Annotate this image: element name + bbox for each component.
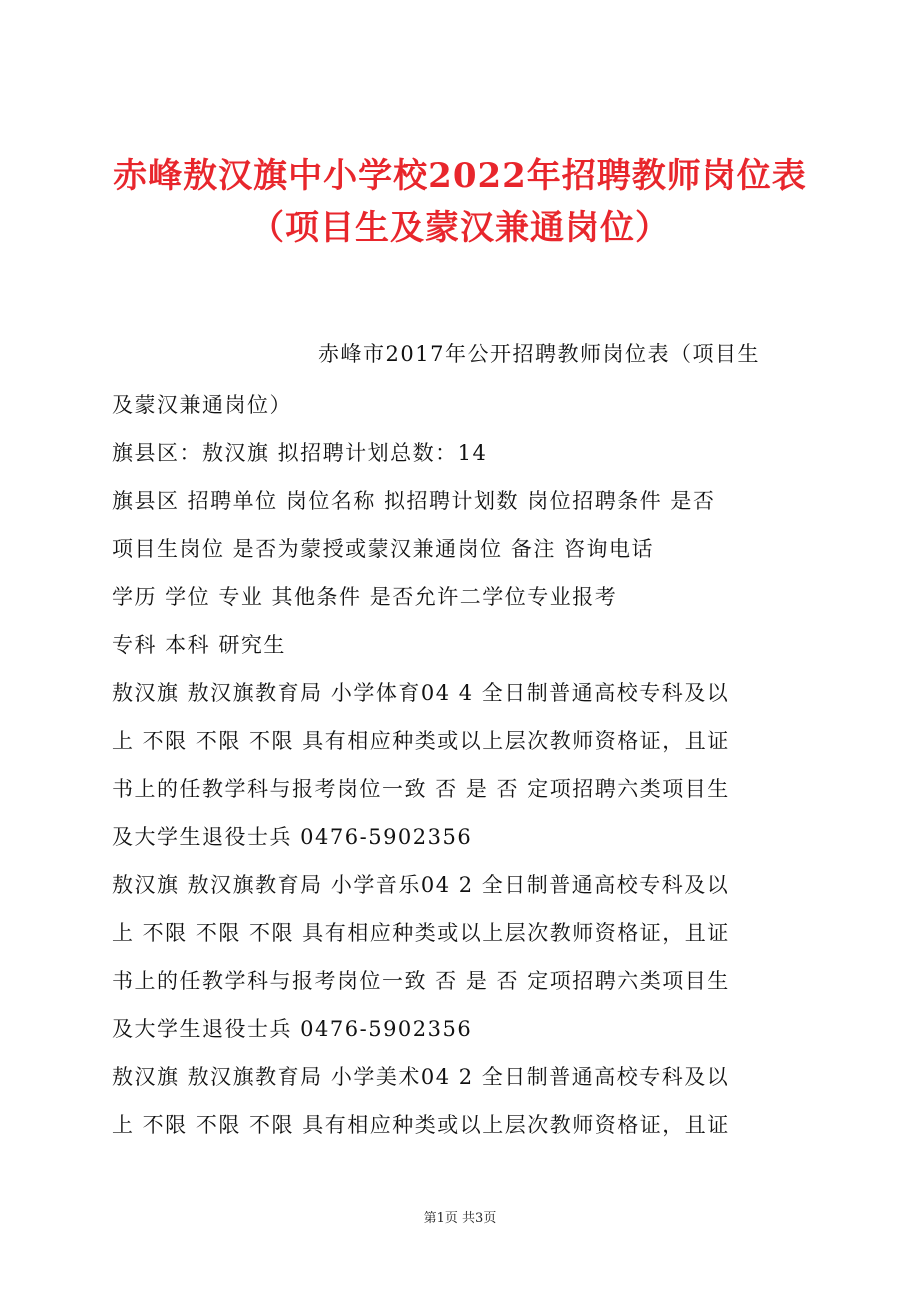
body-line: 书上的任教学科与报考岗位一致 否 是 否 定项招聘六类项目生 [112, 777, 730, 801]
body-line: 及大学生退役士兵 0476-5902356 [112, 825, 473, 849]
body-line: 上 不限 不限 不限 具有相应种类或以上层次教师资格证，且证 [112, 1113, 730, 1137]
document-title-line-1: 赤峰敖汉旗中小学校2022年招聘教师岗位表 [113, 156, 807, 196]
body-line: 敖汉旗 敖汉旗教育局 小学美术04 2 全日制普通高校专科及以 [112, 1065, 730, 1089]
body-line: 专科 本科 研究生 [112, 633, 286, 657]
body-line: 及蒙汉兼通岗位） [112, 393, 292, 417]
body-line: 旗县区 招聘单位 岗位名称 拟招聘计划数 岗位招聘条件 是否 [112, 489, 716, 513]
body-line: 学历 学位 专业 其他条件 是否允许二学位专业报考 [112, 585, 618, 609]
body-line: 赤峰市2017年公开招聘教师岗位表（项目生 [318, 342, 760, 366]
page-footer: 第1页 共3页 [423, 1211, 497, 1226]
document-title-line-2: （项目生及蒙汉兼通岗位） [250, 208, 670, 248]
body-line: 敖汉旗 敖汉旗教育局 小学音乐04 2 全日制普通高校专科及以 [112, 873, 730, 897]
body-line: 上 不限 不限 不限 具有相应种类或以上层次教师资格证，且证 [112, 729, 730, 753]
body-line: 敖汉旗 敖汉旗教育局 小学体育04 4 全日制普通高校专科及以 [112, 681, 730, 705]
body-line: 上 不限 不限 不限 具有相应种类或以上层次教师资格证，且证 [112, 921, 730, 945]
body-line: 旗县区：敖汉旗 拟招聘计划总数：14 [112, 441, 488, 465]
body-line: 书上的任教学科与报考岗位一致 否 是 否 定项招聘六类项目生 [112, 969, 730, 993]
body-line: 及大学生退役士兵 0476-5902356 [112, 1017, 473, 1041]
body-line: 项目生岗位 是否为蒙授或蒙汉兼通岗位 备注 咨询电话 [112, 537, 655, 561]
